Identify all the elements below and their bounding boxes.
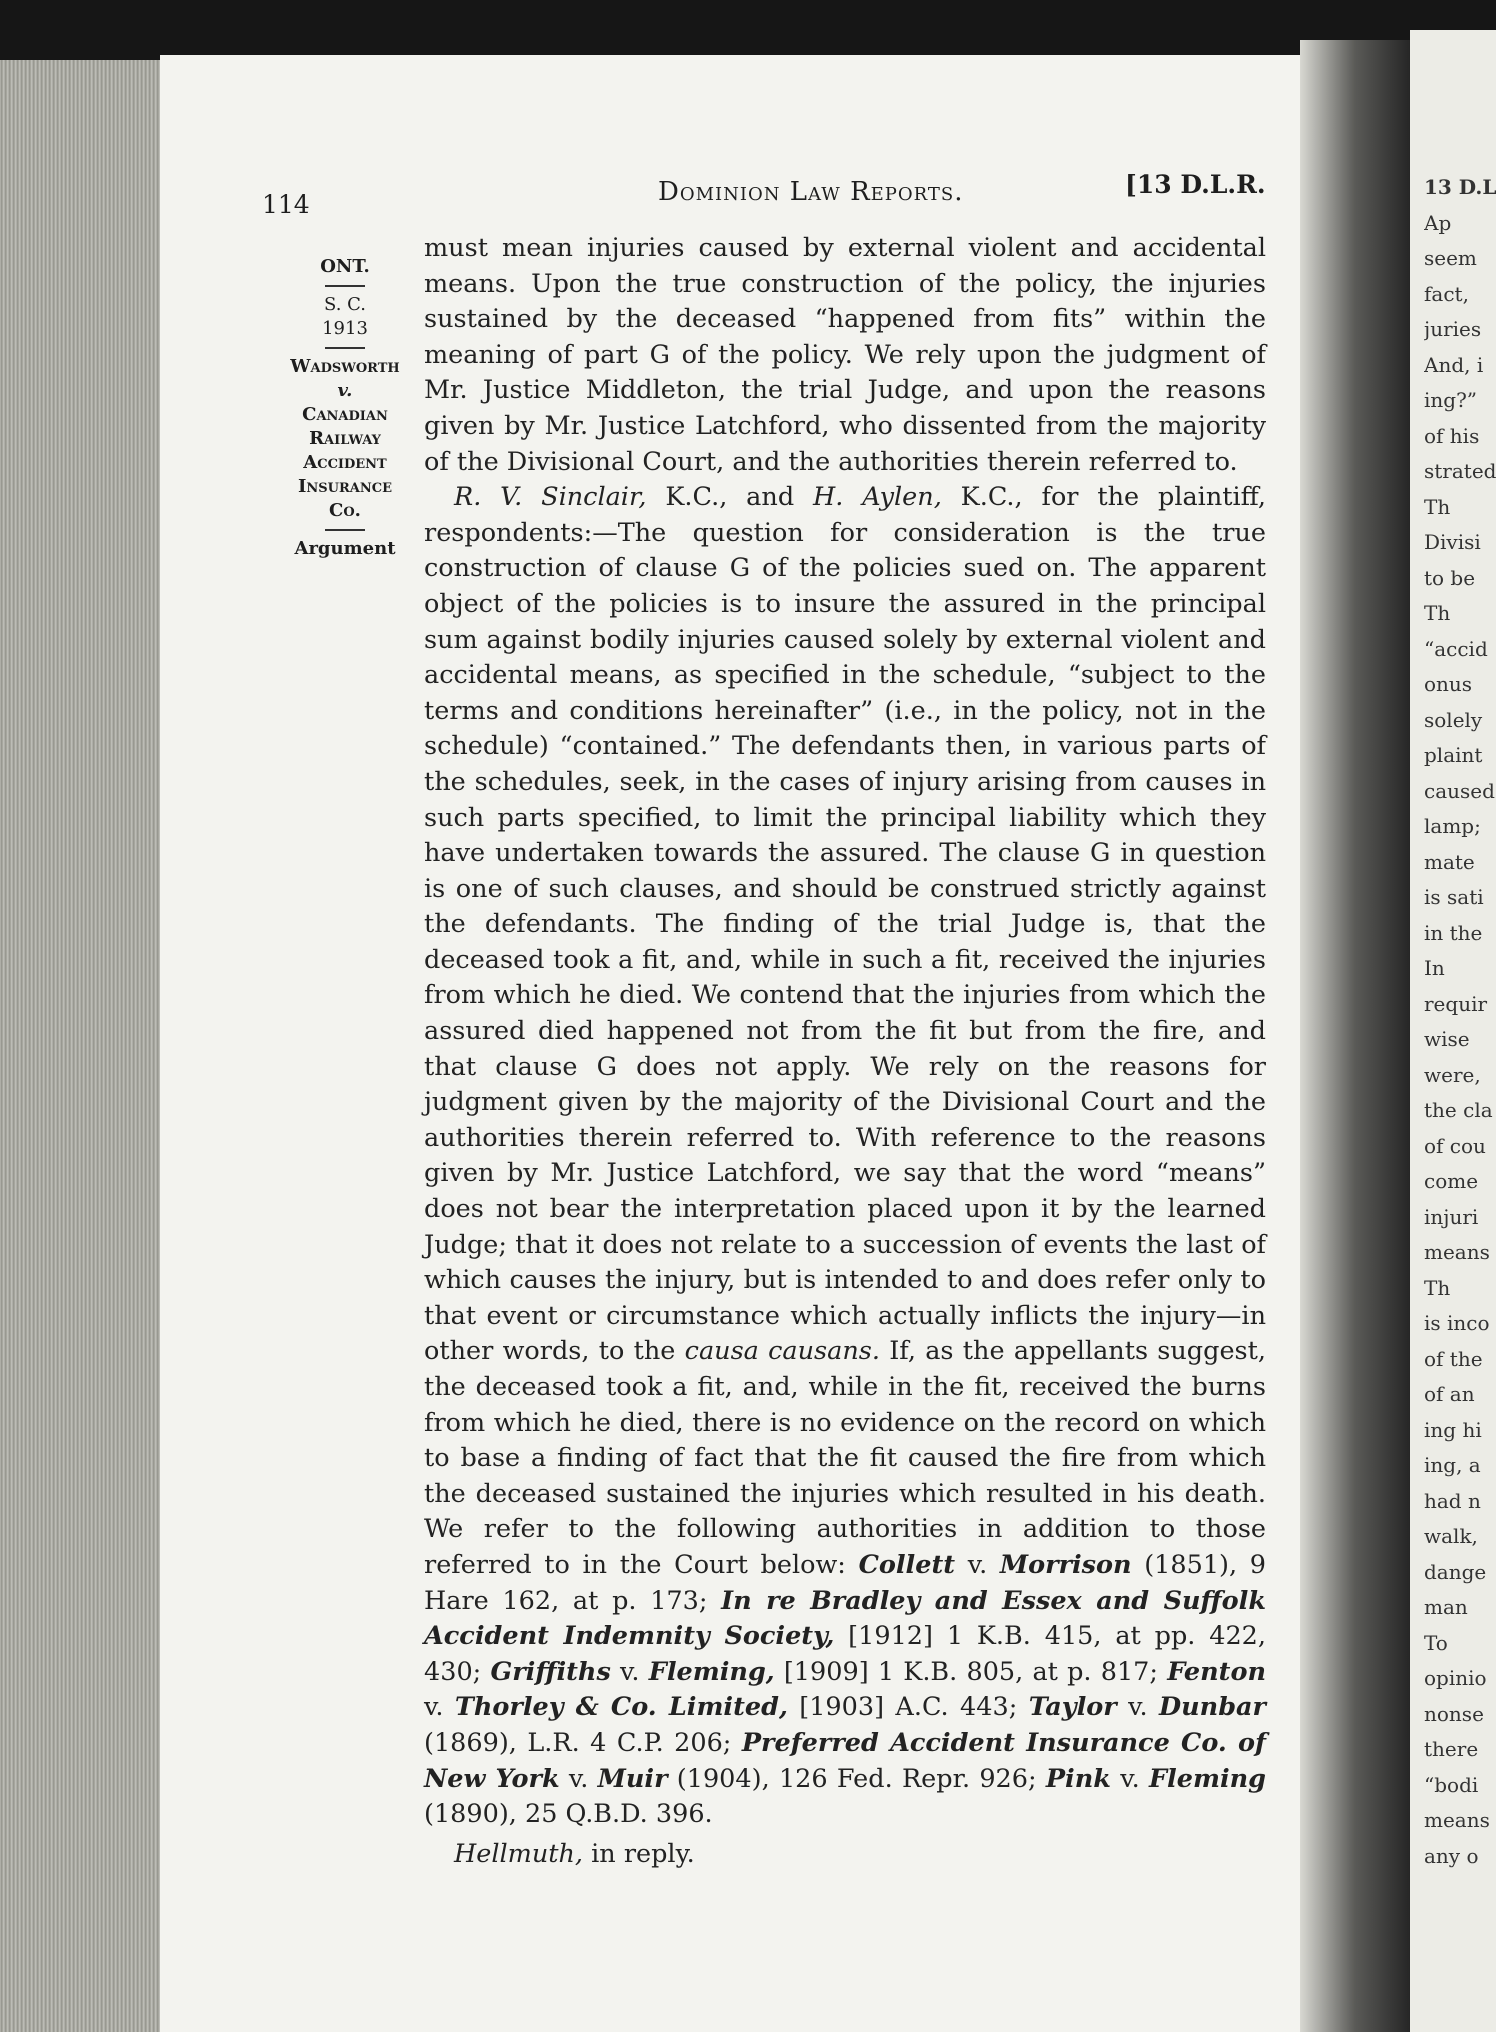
facing-page-line: the cla <box>1424 1098 1493 1122</box>
text-run: v. <box>1110 1763 1149 1794</box>
facing-page-line: in the <box>1424 920 1483 945</box>
case-name-line: Co. <box>329 500 361 521</box>
case-name-line: Wadsworth <box>290 356 400 377</box>
case-citation: Fleming <box>1148 1763 1267 1794</box>
facing-page-line: ing hi <box>1424 1417 1482 1442</box>
facing-page-line: means <box>1424 1808 1490 1832</box>
margin-divider <box>325 285 365 287</box>
gutter-shadow <box>1300 40 1410 2032</box>
facing-page-line: there <box>1424 1737 1479 1761</box>
facing-page-line: “bodi <box>1424 1772 1479 1797</box>
facing-page-line: seem <box>1424 246 1477 270</box>
facing-page-line: to be <box>1424 565 1476 590</box>
facing-page-line: juries <box>1424 317 1482 341</box>
counsel-name: H. Aylen, <box>813 482 942 513</box>
text-run: (1851), 9 Hare 162, at p. 173; <box>424 1549 1266 1616</box>
case-citation: Collett <box>858 1549 956 1580</box>
facing-page-line: of an <box>1424 1382 1475 1406</box>
facing-page-line: had n <box>1424 1488 1481 1513</box>
text-run: [1909] 1 K.B. 805, at p. 817; <box>774 1656 1168 1687</box>
facing-page-line: ing?” <box>1424 388 1478 412</box>
body-text <box>424 231 1266 1872</box>
year-label: 1913 <box>322 318 368 339</box>
case-citation: Pink <box>1045 1763 1111 1794</box>
text-run: (1904), 126 Fed. Repr. 926; <box>667 1763 1046 1794</box>
facing-page-line: come <box>1424 1169 1479 1193</box>
text-run: (1890), 25 Q.B.D. 396. <box>424 1799 713 1830</box>
paragraph-2 <box>424 480 1266 1833</box>
facing-page-line: lamp; <box>1424 814 1481 838</box>
margin-divider <box>325 529 365 531</box>
facing-page-line: opinio <box>1424 1666 1487 1690</box>
case-name-line: Insurance <box>297 476 393 497</box>
case-citation: In re Bradley and Essex and Suffolk Accident Indemnity Society, <box>424 1585 1267 1652</box>
section-label: Argument <box>294 538 396 559</box>
margin-divider <box>325 347 365 349</box>
facing-page-line: mate <box>1424 849 1475 874</box>
text-run: (1869), L.R. 4 C.P. 206; <box>424 1727 742 1758</box>
text-run: v. <box>424 1692 455 1723</box>
facing-page-line: To <box>1424 1630 1448 1655</box>
latin-phrase: causa causans. <box>684 1336 880 1367</box>
facing-page-line: dange <box>1424 1559 1487 1584</box>
case-citation: Dunbar <box>1159 1692 1266 1723</box>
facing-page-line: strated <box>1424 459 1496 483</box>
text-run: K.C., and <box>646 482 814 513</box>
page-number: 114 <box>262 190 310 219</box>
facing-page-line: onus <box>1424 672 1473 696</box>
facing-page-line: any o <box>1424 1843 1479 1868</box>
facing-page-line: In <box>1424 956 1445 980</box>
facing-page-line: means <box>1424 1240 1490 1264</box>
case-name-line: Canadian <box>302 404 388 425</box>
volume-reference: [13 D.L.R. <box>1125 170 1266 199</box>
case-citation: Morrison <box>999 1549 1132 1580</box>
case-citation: Thorley & Co. Limited, <box>454 1692 788 1723</box>
facing-page-line: nonse <box>1424 1701 1484 1726</box>
facing-page-line: is sati <box>1424 885 1484 909</box>
facing-page-line: is inco <box>1424 1311 1490 1335</box>
facing-page-line: Th <box>1424 494 1451 519</box>
facing-page-line: Th <box>1424 1275 1451 1300</box>
paragraph-1: must mean injuries caused by external violent and accidental means. Upon the true construction of the policy, the injuries sustained by the deceased “happened from fits” within the meaning of part G of the policy. We rely upon the judgment of Mr. Justice Middleton, the trial Judge, and upon the reasons given by Mr. Justice Latchford, who dissented from the majority of the Divisional Court, and the authorities therein referred to. <box>424 233 1266 477</box>
facing-page-line: Ap <box>1424 210 1452 235</box>
facing-page-line: of cou <box>1424 1133 1486 1158</box>
text-run: v. <box>955 1549 1000 1580</box>
text-run: v. <box>1116 1692 1160 1723</box>
facing-page-line: “accid <box>1424 636 1488 661</box>
text-run: v. <box>559 1763 598 1794</box>
facing-page-line: wise <box>1424 1027 1470 1051</box>
case-citation: Fleming, <box>648 1656 775 1687</box>
facing-page-line: solely <box>1424 707 1483 732</box>
facing-page-line: injuri <box>1424 1204 1479 1229</box>
case-citation: Fenton <box>1167 1656 1266 1687</box>
facing-page-line: Th <box>1424 601 1451 625</box>
facing-page-line: requir <box>1424 991 1488 1016</box>
facing-page-fragment <box>1424 170 1496 1874</box>
facing-page-line: Divisi <box>1424 530 1481 554</box>
counsel-name: Hellmuth, <box>454 1838 584 1869</box>
case-versus: v. <box>337 380 353 401</box>
text-run: K.C., for the plaintiff, respondents:—The question for consideration is the true construction of clause G of the policies sued on. The apparent object of the policies is to insure the assured in the principal sum against bodily injuries caused solely by external violent and accidental means, as specified in the schedule, “subject to the terms and conditions hereinafter” (i.e., in the policy, not in the schedule) “contained.” The defendants then, in various parts of the schedules, seek, in the cases of injury arising from causes in such parts specified, to limit the principal liability which they have undertaken towards the assured. The clause G in question is one of such clauses, and should be construed strictly against the defendants. The finding of the trial Judge is, that the deceased took a fit, and, while in such a fit, received the injuries from which he died. We contend that the injuries from which the assured died happened not from the fit but from the fire, and that clause G does not apply. We rely on the reasons for judgment given by the majority of the Divisional Court and the authorities therein referred to. With reference to the reasons given by Mr. Justice Latchford, we say that the word “means” does not bear the interpretation placed upon it by the learned Judge; that it does not relate to a succession of events the last of which causes the injury, but is intended to and does refer only to that event or circumstance which actually inflicts the injury—in other words, to the <box>424 482 1266 1367</box>
facing-page-line: of his <box>1424 423 1480 448</box>
facing-page-line: of the <box>1424 1346 1483 1371</box>
facing-page-line: And, i <box>1424 352 1484 377</box>
case-citation: Muir <box>597 1763 668 1794</box>
facing-page-line: were, <box>1424 1062 1481 1087</box>
court-label: S. C. <box>324 294 366 315</box>
text-run: [1912] 1 K.B. 415, at pp. 422, 430; <box>424 1621 1266 1687</box>
facing-page-line: walk, <box>1424 1524 1478 1548</box>
case-name-line: Railway <box>309 428 381 449</box>
text-run: in reply. <box>583 1838 695 1869</box>
case-citation: Preferred Accident Insurance Co. of New York <box>424 1727 1267 1794</box>
facing-page-line: 13 D.L <box>1424 175 1496 199</box>
facing-page-line: ing, a <box>1424 1453 1481 1477</box>
facing-page-line: fact, <box>1424 281 1469 306</box>
case-citation: Taylor <box>1028 1692 1117 1723</box>
facing-page-line: man <box>1424 1595 1468 1619</box>
case-citation: Griffiths <box>490 1656 611 1687</box>
facing-page-line: caused <box>1424 778 1495 803</box>
margin-note <box>280 255 410 561</box>
case-name-line: Accident <box>303 452 387 473</box>
facing-page-line: plaint <box>1424 743 1483 767</box>
running-title: Dominion Law Reports. <box>658 177 964 207</box>
page-stack-edge <box>0 60 160 2032</box>
text-run: If, as the appellants suggest, the deceased took a fit, and, while in the fit, received the burns from which he died, there is no evidence on the record on which to base a finding of fact that the fit caused the fire from which the deceased sustained the injuries which resulted in his death. We refer to the following authorities in addition to those referred to in the Court below: <box>424 1336 1266 1580</box>
text-run: v. <box>610 1656 649 1687</box>
text-run: [1903] A.C. 443; <box>787 1692 1029 1723</box>
counsel-name: R. V. Sinclair, <box>454 482 647 513</box>
province-label: ONT. <box>320 256 370 277</box>
paragraph-reply <box>424 1837 1266 1873</box>
